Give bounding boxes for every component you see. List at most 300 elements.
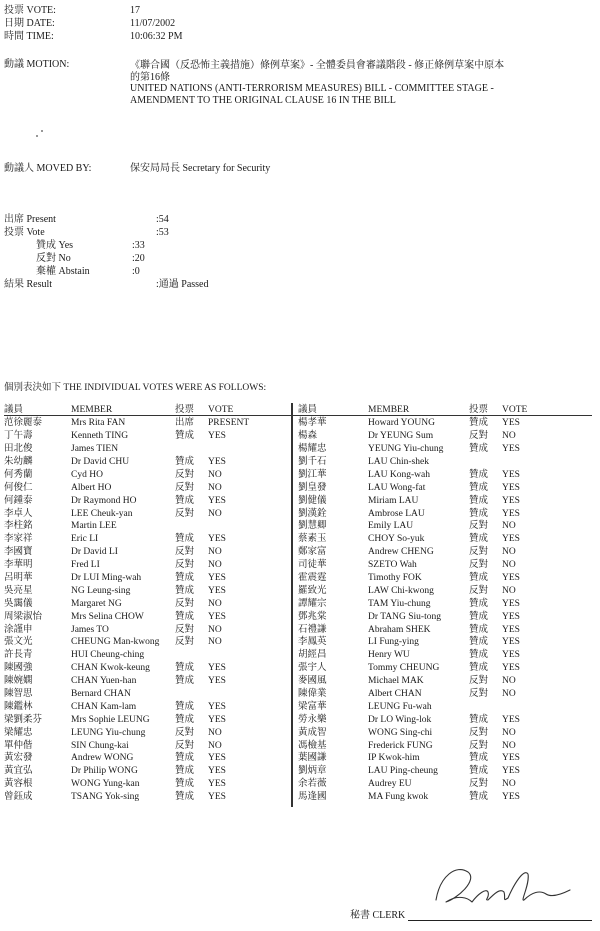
table-row [4,480,290,493]
table-row [298,622,592,635]
member-english-name: Albert CHAN [368,688,422,699]
vote-english: NO [502,560,516,571]
member-chinese-name: 許長青 [4,650,33,661]
member-english-name: Mrs Sophie LEUNG [71,714,150,725]
vote-english: NO [208,637,222,648]
vote-chinese: 反對 [175,637,195,648]
member-chinese-name: 司徒華 [298,560,327,571]
member-english-name: CHEUNG Man-kwong [71,637,160,648]
member-english-name: CHAN Kwok-keung [71,663,150,674]
member-english-name: CHOY So-yuk [368,534,425,545]
vote-english: NO [502,740,516,751]
member-english-name: Dr David LI [71,547,118,558]
vote-english: YES [208,534,226,545]
table-row [4,648,290,661]
column-header-chinese: 議員 [4,405,24,416]
member-english-name: Timothy FOK [368,572,422,583]
vote-chinese: 贊成 [469,753,489,764]
table-row [4,790,290,803]
member-english-name: Cyd HO [71,469,103,480]
vote-english: YES [208,792,226,803]
member-english-name: Margaret NG [71,598,122,609]
clerk-signature [428,858,578,916]
member-english-name: CHAN Kam-lam [71,701,137,712]
member-english-name: LAU Chin-shek [368,456,429,467]
member-english-name: Howard YOUNG [368,418,435,429]
table-row [298,455,592,468]
table-header-divider [4,415,592,416]
member-chinese-name: 何鍾泰 [4,495,33,506]
member-chinese-name: 蔡素玉 [298,534,327,545]
abstain-value: :0 [132,266,140,277]
table-column-divider [291,403,293,807]
member-english-name: IP Kwok-him [368,753,420,764]
vote-english: YES [208,676,226,687]
vote-chinese: 反對 [469,779,489,790]
table-row [4,738,290,751]
time-value: 10:06:32 PM [130,31,183,42]
votes-table-left [4,403,290,803]
member-chinese-name: 張文光 [4,637,33,648]
member-english-name: Andrew CHENG [368,547,434,558]
table-row [298,416,592,429]
member-english-name: Kenneth TING [71,431,129,442]
table-row [4,442,290,455]
table-row [4,725,290,738]
scan-speck [41,130,43,132]
vote-english: YES [502,534,520,545]
table-row [4,596,290,609]
member-english-name: Emily LAU [368,521,414,532]
table-row [298,442,592,455]
vote-english: YES [502,753,520,764]
member-chinese-name: 陳偉業 [298,688,327,699]
table-row [298,532,592,545]
vote-english: YES [208,456,226,467]
vote-chinese: 反對 [469,740,489,751]
vote-english: NO [208,469,222,480]
present-value: :54 [156,214,169,225]
table-row [298,467,592,480]
vote-english: NO [208,598,222,609]
member-chinese-name: 李華明 [4,560,33,571]
vote-english: PRESENT [208,418,250,429]
table-row [4,674,290,687]
vote-english: NO [208,560,222,571]
vote-chinese: 贊成 [469,482,489,493]
member-english-name: LEUNG Yiu-chung [71,727,146,738]
vote-english: YES [502,572,520,583]
column-header-vote-en: VOTE [208,405,234,416]
vote-chinese [469,455,502,468]
vote-chinese: 贊成 [175,701,195,712]
table-row [4,583,290,596]
vote-english: NO [502,779,516,790]
vote-chinese: 贊成 [469,495,489,506]
member-english-name: LAU Ping-cheung [368,766,438,777]
mover-label: 動議人 MOVED BY: [4,163,92,174]
member-chinese-name: 范徐麗泰 [4,418,43,429]
member-chinese-name: 何俊仁 [4,482,33,493]
vote-chinese: 反對 [469,560,489,571]
member-chinese-name: 余若薇 [298,779,327,790]
votes-table-right [298,403,592,803]
member-chinese-name: 單仲偕 [4,740,33,751]
member-english-name: MA Fung kwok [368,792,429,803]
member-english-name: Andrew WONG [71,753,134,764]
vote-chinese: 反對 [175,598,195,609]
motion-line: UNITED NATIONS (ANTI-TERRORISM MEASURES) BILL - COMMITTEE STAGE - [130,83,494,94]
date-value: 11/07/2002 [130,18,176,29]
vote-chinese: 贊成 [175,495,195,506]
vote-chinese: 反對 [469,676,489,687]
vote-english: NO [502,585,516,596]
vote-english: NO [208,482,222,493]
member-english-name: Bernard CHAN [71,688,131,699]
table-row [298,699,592,712]
table-row [298,751,592,764]
vote-chinese [175,648,208,661]
vote-english: YES [502,444,520,455]
table-row [298,429,592,442]
vote-english: YES [208,766,226,777]
member-chinese-name: 李卓人 [4,508,33,519]
motion-line: 的第16條 [130,71,170,83]
result-label: 結果 Result [4,279,53,290]
vote-english: YES [208,495,226,506]
vote-english: YES [502,714,520,725]
member-chinese-name: 黃宏發 [4,753,33,764]
member-chinese-name: 梁耀忠 [4,727,33,738]
table-row [298,545,592,558]
vote-english: YES [502,792,520,803]
table-row [4,558,290,571]
member-english-name: LI Fung-ying [368,637,419,648]
member-chinese-name: 劉炳章 [298,766,327,777]
member-english-name: Martin LEE [71,521,117,532]
vote-english: YES [208,585,226,596]
present-label: 出席 Present [4,214,56,225]
member-english-name: LAU Wong-fat [368,482,426,493]
motion-label: 動議 MOTION: [4,59,70,70]
member-chinese-name: 馬逢國 [298,792,327,803]
vote-english: YES [208,572,226,583]
vote-english [502,455,592,468]
member-english-name: Michael MAK [368,676,424,687]
vote-chinese: 反對 [469,547,489,558]
table-row [4,777,290,790]
vote-chinese: 贊成 [175,534,195,545]
member-chinese-name: 陳婉嫻 [4,676,33,687]
votes-cast-label: 投票 Vote [4,227,45,238]
vote-english: YES [208,701,226,712]
column-header-vote-zh: 投票 [175,405,195,416]
vote-chinese [469,699,502,712]
table-row [4,467,290,480]
vote-english: YES [502,650,520,661]
vote-english: NO [502,431,516,442]
vote-chinese: 反對 [175,740,195,751]
vote-english: NO [502,688,516,699]
column-header-vote-en: VOTE [502,405,528,416]
vote-english: YES [208,779,226,790]
table-row [298,661,592,674]
vote-chinese: 反對 [469,521,489,532]
member-chinese-name: 麥國風 [298,676,327,687]
vote-chinese: 贊成 [175,456,195,467]
vote-number-value: 17 [130,5,140,16]
vote-number-label: 投票 VOTE: [4,5,56,16]
table-row [298,493,592,506]
vote-english: YES [208,663,226,674]
column-header-vote-zh: 投票 [469,405,489,416]
table-row [298,764,592,777]
table-row [4,519,290,532]
votes-cast-value: :53 [156,227,169,238]
table-row [4,455,290,468]
table-row [4,751,290,764]
member-chinese-name: 陳國強 [4,663,33,674]
yes-label: 贊成 Yes [36,240,74,251]
vote-chinese: 贊成 [469,792,489,803]
abstain-label: 棄權 Abstain [36,266,90,277]
member-chinese-name: 吳靄儀 [4,598,33,609]
table-row [298,738,592,751]
table-row [4,635,290,648]
vote-chinese: 贊成 [469,444,489,455]
member-english-name: Ambrose LAU [368,508,425,519]
member-chinese-name: 黃宜弘 [4,766,33,777]
member-chinese-name: 葉國謙 [298,753,327,764]
table-row [4,661,290,674]
table-row [298,506,592,519]
member-chinese-name: 李柱銘 [4,521,33,532]
no-value: :20 [132,253,145,264]
vote-english: YES [502,766,520,777]
vote-chinese: 贊成 [469,418,489,429]
column-header-member: MEMBER [368,405,410,416]
member-chinese-name: 楊孝華 [298,418,327,429]
column-header-chinese: 議員 [298,405,318,416]
vote-english: NO [208,508,222,519]
table-row [298,725,592,738]
no-label: 反對 No [36,253,71,264]
member-chinese-name: 周梁淑怡 [4,611,43,622]
table-row [298,790,592,803]
vote-chinese: 出席 [175,418,195,429]
member-chinese-name: 劉江華 [298,469,327,480]
member-english-name: James TO [71,624,109,635]
member-english-name: Frederick FUNG [368,740,433,751]
member-chinese-name: 鄭家富 [298,547,327,558]
vote-chinese: 贊成 [469,624,489,635]
vote-english: YES [502,469,520,480]
member-english-name: Dr LUI Ming-wah [71,572,142,583]
table-row [298,687,592,700]
vote-chinese: 贊成 [175,431,195,442]
member-chinese-name: 黃成智 [298,727,327,738]
clerk-label: 秘書 CLERK [350,910,406,921]
vote-chinese: 贊成 [469,663,489,674]
table-row [298,648,592,661]
member-chinese-name: 何秀蘭 [4,469,33,480]
vote-chinese: 反對 [469,585,489,596]
individual-votes-heading: 個別表決如下 THE INDIVIDUAL VOTES WERE AS FOLLOWS: [4,383,267,393]
vote-english: YES [502,637,520,648]
member-chinese-name: 霍震霆 [298,572,327,583]
table-row [298,596,592,609]
vote-chinese: 贊成 [469,469,489,480]
vote-english: YES [502,624,520,635]
vote-english [208,648,290,661]
vote-chinese: 贊成 [469,714,489,725]
table-header-row [4,403,290,416]
vote-english: NO [502,547,516,558]
member-chinese-name: 鄧兆棠 [298,611,327,622]
member-chinese-name: 李家祥 [4,534,33,545]
member-english-name: WONG Sing-chi [368,727,433,738]
table-row [298,519,592,532]
member-english-name: Tommy CHEUNG [368,663,440,674]
table-row [4,545,290,558]
member-chinese-name: 梁富華 [298,701,327,712]
member-english-name: HUI Cheung-ching [71,650,145,661]
member-english-name: SIN Chung-kai [71,740,129,751]
member-chinese-name: 胡經昌 [298,650,327,661]
table-row [298,674,592,687]
table-row [4,609,290,622]
vote-english: YES [502,418,520,429]
table-row [298,583,592,596]
vote-english: NO [208,547,222,558]
result-value: :通過 Passed [156,279,209,290]
member-chinese-name: 李國寶 [4,547,33,558]
member-chinese-name: 楊森 [298,431,318,442]
table-row [4,493,290,506]
member-chinese-name: 田北俊 [4,444,33,455]
member-english-name: Eric LI [71,534,99,545]
member-english-name: Fred LI [71,560,100,571]
member-english-name: SZETO Wah [368,560,417,571]
member-english-name: LEUNG Fu-wah [368,701,432,712]
member-english-name: NG Leung-sing [71,585,131,596]
member-english-name: WONG Yung-kan [71,779,140,790]
member-chinese-name: 李鳳英 [298,637,327,648]
vote-english [208,442,290,455]
table-row [4,532,290,545]
table-row [4,429,290,442]
member-english-name: Dr Raymond HO [71,495,137,506]
vote-chinese: 反對 [175,624,195,635]
vote-english: YES [208,714,226,725]
vote-chinese: 贊成 [175,779,195,790]
member-english-name: TAM Yiu-chung [368,598,431,609]
member-chinese-name: 劉皇發 [298,482,327,493]
member-english-name: Mrs Rita FAN [71,418,126,429]
member-chinese-name: 劉漢銓 [298,508,327,519]
vote-english: NO [208,727,222,738]
vote-chinese [175,442,208,455]
vote-chinese: 反對 [175,727,195,738]
member-chinese-name: 劉千石 [298,456,327,467]
vote-english: YES [208,753,226,764]
member-english-name: James TIEN [71,444,119,455]
vote-chinese: 贊成 [469,572,489,583]
date-label: 日期 DATE: [4,18,55,29]
member-english-name: LAW Chi-kwong [368,585,434,596]
vote-chinese [175,687,208,700]
member-chinese-name: 曾鈺成 [4,792,33,803]
vote-chinese: 贊成 [469,637,489,648]
table-header-row [298,403,592,416]
member-chinese-name: 馮檢基 [298,740,327,751]
vote-chinese: 反對 [175,482,195,493]
member-english-name: Dr TANG Siu-tong [368,611,441,622]
motion-line: AMENDMENT TO THE ORIGINAL CLAUSE 16 IN THE BILL [130,94,396,106]
vote-chinese: 贊成 [175,792,195,803]
member-chinese-name: 石禮謙 [298,624,327,635]
yes-value: :33 [132,240,145,251]
vote-english: YES [502,663,520,674]
vote-chinese: 贊成 [469,534,489,545]
vote-english: YES [208,431,226,442]
member-chinese-name: 劉慧卿 [298,521,327,532]
table-row [4,764,290,777]
member-chinese-name: 陳鑑林 [4,701,33,712]
member-english-name: Audrey EU [368,779,412,790]
member-english-name: CHAN Yuen-han [71,676,137,687]
vote-english: YES [502,611,520,622]
table-row [298,571,592,584]
table-row [4,506,290,519]
member-chinese-name: 丁午壽 [4,431,33,442]
vote-english: YES [502,508,520,519]
table-row [298,712,592,725]
member-chinese-name: 黃容根 [4,779,33,790]
member-english-name: Miriam LAU [368,495,419,506]
member-english-name: TSANG Yok-sing [71,792,140,803]
member-english-name: Albert HO [71,482,112,493]
table-row [4,571,290,584]
member-chinese-name: 梁劉柔芬 [4,714,43,725]
vote-english [208,519,290,532]
member-english-name: Mrs Selina CHOW [71,611,144,622]
vote-chinese: 贊成 [175,766,195,777]
member-english-name: Abraham SHEK [368,624,431,635]
time-label: 時間 TIME: [4,31,54,42]
table-row [298,635,592,648]
member-english-name: LEE Cheuk-yan [71,508,133,519]
vote-chinese: 贊成 [469,650,489,661]
vote-english: YES [502,495,520,506]
mover-value: 保安局局長 Secretary for Security [130,163,271,174]
vote-chinese: 反對 [175,547,195,558]
member-english-name: Dr LO Wing-lok [368,714,432,725]
member-chinese-name: 涂謹申 [4,624,33,635]
member-chinese-name: 吳亮星 [4,585,33,596]
member-english-name: Henry WU [368,650,410,661]
vote-chinese: 反對 [469,688,489,699]
vote-english: NO [208,740,222,751]
member-english-name: Dr YEUNG Sum [368,431,434,442]
vote-english: NO [502,676,516,687]
table-row [4,712,290,725]
member-chinese-name: 劉健儀 [298,495,327,506]
table-row [4,622,290,635]
vote-chinese: 贊成 [469,766,489,777]
member-chinese-name: 朱幼麟 [4,456,33,467]
vote-chinese: 贊成 [175,714,195,725]
